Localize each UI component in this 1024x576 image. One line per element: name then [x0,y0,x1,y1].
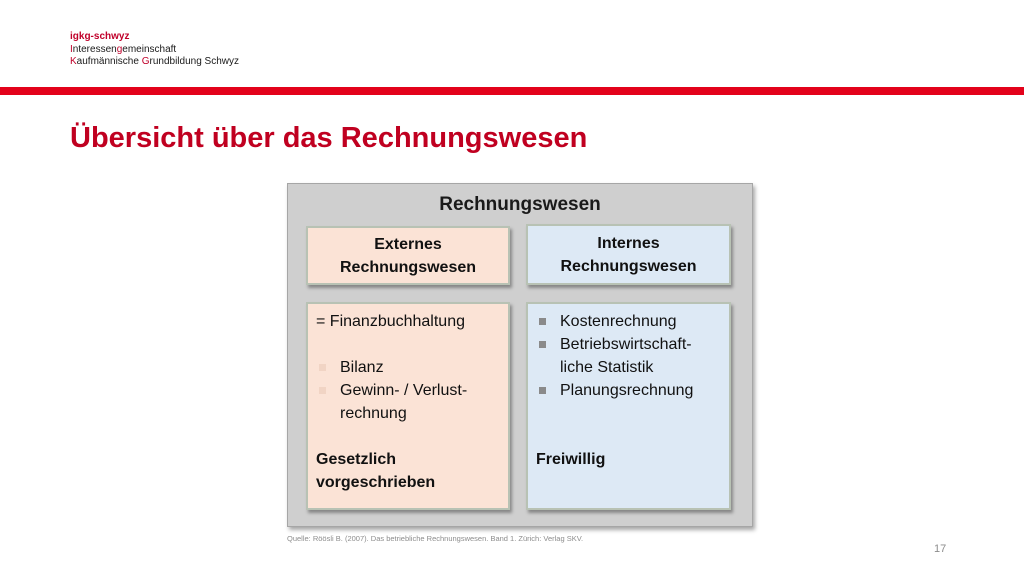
slide-title: Übersicht über das Rechnungswesen [70,122,588,154]
header-divider [0,87,1024,95]
org-line-1: Interessengemeinschaft [70,43,177,55]
internal-title-line2: Rechnungswesen [560,257,697,275]
list-item: Planungsrechnung [536,379,721,402]
internal-title-line1: Internes [597,234,660,252]
internal-detail-box [526,302,731,510]
diagram-frame [287,183,753,527]
org-name: igkg-schwyz [70,31,130,42]
bullet-icon [539,318,546,325]
external-note-line1: Gesetzlich [316,451,397,468]
external-note-line2: vorgeschrieben [316,474,436,491]
bullet-icon [539,387,546,394]
list-item: Gewinn- / Verlust- [316,379,500,402]
page-number: 17 [934,543,947,555]
list-item-continuation: liche Statistik [560,359,654,376]
external-title-line1: Externes [374,235,442,253]
external-detail-box [306,302,510,510]
org-line-2: Kaufmännische Grundbildung Schwyz [70,56,239,67]
list-item: Bilanz [316,356,500,379]
external-intro: = Finanzbuchhaltung [316,313,465,330]
bullet-icon [539,341,546,348]
list-item: Kostenrechnung [536,310,721,333]
internal-note: Freiwillig [536,451,606,468]
list-item-continuation: rechnung [340,405,407,422]
org-header [70,31,239,69]
external-title-line2: Rechnungswesen [339,258,477,276]
bullet-icon [319,387,326,394]
external-header-box [306,226,510,285]
internal-header-box [526,224,731,285]
source-citation: Quelle: Röösli B. (2007). Das betriebliche Rechnungswesen. Band 1. Zürich: Verlag SKV. [287,534,584,543]
bullet-icon [319,364,326,371]
diagram-root-label: Rechnungswesen [439,194,601,215]
list-item: Betriebswirtschaft- [536,333,721,356]
